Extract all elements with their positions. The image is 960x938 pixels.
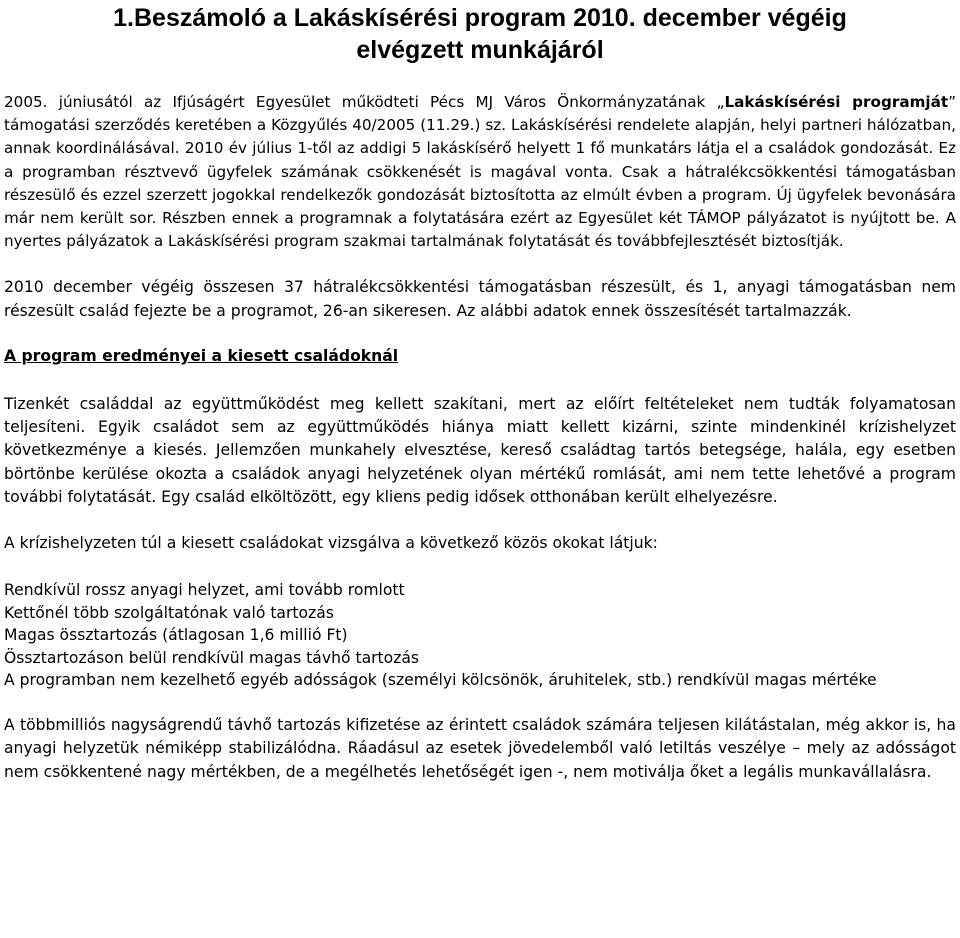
heating-debt-paragraph: A többmilliós nagyságrendű távhő tartozás kifizetése az érintett családok számára teljesen kilátástalan, még akkor is, ha anyagi helyzetük némiképp stabilizálódna. Ráadásul az esetek jövedelemből való letiltás veszélye – mely az adósságot nem csökkentené nagy mértékben, de a megélhetés lehetőségét igen -, nem motiválja őket a legális munkavállalásra.	[4, 716, 956, 781]
title-line-1: 1.Beszámoló a Lakáskísérési program 2010. december végéig	[113, 4, 847, 32]
program-name-bold: Lakáskísérési programját	[724, 93, 949, 111]
dropout-paragraph: Tizenkét családdal az együttműködést meg kellett szakítani, mert az előírt feltételeket nem tudták folyamatosan teljesíteni. Egyik családot sem az együttműködés hiánya miatt kellett kizárni, szinte mindenkinél krízishelyzet következménye a kiesés. Jellemzően munkahely elvesztése, kereső családtag tartós betegsége, halála, egy esetben börtönbe kerülése okozta a családok anyagi helyzetének olyan mértékű romlását, ami nem tette lehetővé a program további folytatását. Egy család elköltözött, egy kliens pedig idősek otthonában került elhelyezésre.	[4, 394, 956, 507]
intro-paragraph	[4, 91, 956, 253]
section-heading: A program eredményei a kiesett családoknál	[4, 347, 399, 366]
list-item: A programban nem kezelhető egyéb adósságok (személyi kölcsönök, áruhitelek, stb.) rendkívül magas mértéke	[4, 671, 877, 690]
intro-text-rest: ” támogatási szerződés keretében a Közgyűlés 40/2005 (11.29.) sz. Lakáskísérési rendelete alapján, helyi partneri hálózatban, annak koordinálásával. 2010 év július 1-től az addigi 5 lakáskísérő helyett 1 fő munkatárs látja el a családok gondozását. Ez a programban résztvevő ügyfelek számának csökkenését is magával vonta. Csak a hátralékcsökkentési támogatásban részesülő és ezzel szerzett jogokkal rendelkezők gondozását biztosította az elmúlt évben a program. Új ügyfelek bevonására már nem került sor. Részben ennek a programnak a folytatására ezért az Egyesület két TÁMOP pályázatot is nyújtott be. A nyertes pályázatok a Lakáskísérési program szakmai tartalmának folytatását és továbbfejlesztését biztosítják.	[4, 93, 956, 251]
document-title	[4, 2, 956, 66]
document-page	[4, 0, 956, 784]
intro-text-start: 2005. júniusától az Ifjúságért Egyesület működteti Pécs MJ Város Önkormányzatának „	[4, 93, 725, 111]
list-item: Össztartozáson belül rendkívül magas távhő tartozás	[4, 648, 420, 667]
title-line-2: elvégzett munkájáról	[356, 36, 604, 64]
list-item: Magas össztartozás (átlagosan 1,6 millió Ft)	[4, 626, 348, 645]
common-causes-intro: A krízishelyzeten túl a kiesett családokat vizsgálva a következő közös okokat látjuk:	[4, 533, 658, 552]
common-causes-list	[4, 579, 956, 692]
list-item: Rendkívül rossz anyagi helyzet, ami tovább romlott	[4, 581, 405, 600]
summary-paragraph: 2010 december végéig összesen 37 hátralékcsökkentési támogatásban részesült, és 1, anyagi támogatásban nem részesült család fejezte be a programot, 26-an sikeresen. Az alábbi adatok ennek összesítését tartalmazzák.	[4, 278, 956, 320]
list-item: Kettőnél több szolgáltatónak való tartozás	[4, 603, 334, 622]
